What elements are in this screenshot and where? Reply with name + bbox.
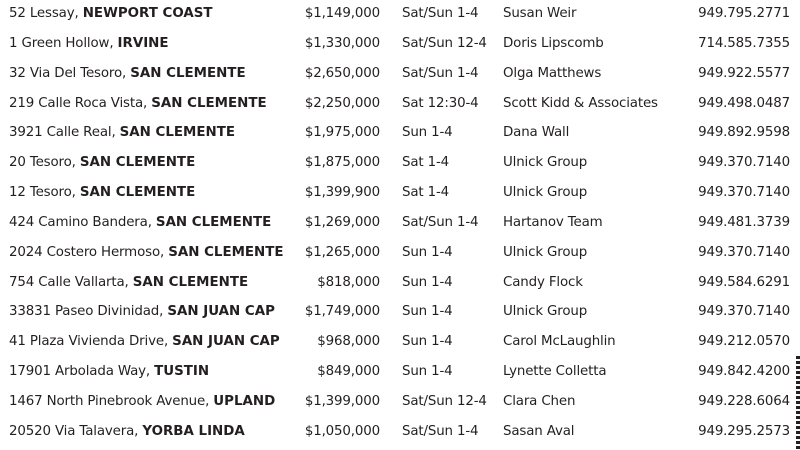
- agent-phone: 949.481.3739: [698, 214, 790, 230]
- agent-phone: 949.584.6291: [698, 274, 790, 290]
- listing-row: [0, 149, 800, 179]
- agent-phone: 949.370.7140: [698, 244, 790, 260]
- open-house-hours: Sun 1-4: [402, 334, 453, 350]
- street: 3921 Calle Real,: [9, 125, 120, 141]
- street: 12 Tesoro,: [9, 185, 80, 201]
- agent-phone: 714.585.7355: [698, 35, 790, 51]
- open-house-hours: Sat/Sun 12-4: [402, 393, 487, 409]
- street: 20 Tesoro,: [9, 155, 80, 171]
- agent-phone: 949.842.4200: [698, 364, 790, 380]
- listing-row: [0, 418, 800, 448]
- listing-row: [0, 239, 800, 269]
- agent-phone: 949.795.2771: [698, 6, 790, 21]
- city: SAN CLEMENTE: [79, 155, 196, 171]
- listing-price: $1,330,000: [304, 35, 380, 51]
- street: 17901 Arbolada Way,: [9, 364, 155, 380]
- city: SAN JUAN CAP: [167, 304, 275, 320]
- listing-agent: Ulnick Group: [503, 244, 588, 260]
- listing-row: [0, 90, 800, 120]
- street: 32 Via Del Tesoro,: [9, 65, 131, 81]
- listing-address: [9, 363, 209, 381]
- listing-row: [0, 119, 800, 149]
- listing-address: [9, 5, 213, 23]
- listing-price: $1,265,000: [304, 244, 380, 260]
- listing-price: $2,250,000: [304, 95, 380, 111]
- street: 20520 Via Talavera,: [9, 423, 143, 439]
- street: 2024 Costero Hermoso,: [9, 244, 169, 260]
- open-house-hours: Sat/Sun 12-4: [402, 35, 487, 51]
- listing-row: [0, 30, 800, 60]
- city: YORBA LINDA: [142, 423, 245, 439]
- listing-agent: Ulnick Group: [503, 304, 588, 320]
- listing-row: [0, 209, 800, 239]
- listing-address: [9, 244, 284, 262]
- listing-agent: Olga Matthews: [503, 65, 602, 81]
- open-house-hours: Sat/Sun 1-4: [402, 65, 479, 81]
- city: SAN CLEMENTE: [151, 95, 267, 111]
- open-house-hours: Sat 1-4: [402, 185, 450, 201]
- listing-agent: Doris Lipscomb: [503, 35, 604, 51]
- listing-agent: Ulnick Group: [503, 185, 588, 201]
- listing-agent: Hartanov Team: [503, 214, 603, 230]
- open-house-hours: Sun 1-4: [402, 244, 453, 260]
- agent-phone: 949.228.6064: [698, 393, 790, 409]
- listing-row: [0, 60, 800, 90]
- listing-price: $818,000: [317, 274, 380, 290]
- listing-price: $1,050,000: [304, 423, 380, 439]
- listing-price: $1,149,000: [304, 6, 380, 21]
- open-house-hours: Sun 1-4: [402, 364, 453, 380]
- street: 754 Calle Vallarta,: [9, 274, 133, 290]
- street: 41 Plaza Vivienda Drive,: [9, 334, 173, 350]
- listing-address: [9, 274, 248, 292]
- listing-price: $2,650,000: [304, 65, 380, 81]
- listing-price: $1,269,000: [304, 214, 380, 230]
- listing-agent: Lynette Colletta: [503, 364, 607, 380]
- listing-price: $1,875,000: [304, 155, 380, 171]
- listing-agent: Ulnick Group: [503, 155, 588, 171]
- city: IRVINE: [117, 35, 169, 51]
- listing-agent: Carol McLaughlin: [503, 334, 616, 350]
- listing-row: [0, 0, 800, 30]
- agent-phone: 949.212.0570: [698, 334, 790, 350]
- listing-address: [9, 95, 267, 113]
- city: NEWPORT COAST: [82, 6, 213, 21]
- listing-address: [9, 333, 280, 351]
- city: SAN CLEMENTE: [130, 65, 246, 81]
- listing-row: [0, 269, 800, 299]
- listing-price: $1,399,000: [304, 393, 380, 409]
- street: 33831 Paseo Divinidad,: [9, 304, 168, 320]
- listing-address: [9, 393, 275, 411]
- street: 219 Calle Roca Vista,: [9, 95, 152, 111]
- listing-address: [9, 214, 271, 232]
- page-edge-mark: [796, 356, 800, 450]
- open-house-hours: Sun 1-4: [402, 274, 453, 290]
- listing-agent: Candy Flock: [503, 274, 583, 290]
- street: 1 Green Hollow,: [9, 35, 118, 51]
- listing-agent: Clara Chen: [503, 393, 576, 409]
- agent-phone: 949.370.7140: [698, 155, 790, 171]
- city: SAN JUAN CAP: [172, 334, 280, 350]
- street: 424 Camino Bandera,: [9, 214, 156, 230]
- listing-address: [9, 154, 195, 172]
- agent-phone: 949.370.7140: [698, 185, 790, 201]
- listing-row: [0, 328, 800, 358]
- open-house-hours: Sat/Sun 1-4: [402, 423, 479, 439]
- listing-price: $968,000: [317, 334, 380, 350]
- street: 1467 North Pinebrook Avenue,: [9, 393, 214, 409]
- listing-address: [9, 423, 245, 441]
- listing-agent: Scott Kidd & Associates: [503, 95, 658, 111]
- open-house-hours: Sat 1-4: [402, 155, 450, 171]
- listing-row: [0, 179, 800, 209]
- listing-agent: Dana Wall: [503, 125, 570, 141]
- agent-phone: 949.922.5577: [698, 65, 790, 81]
- street: 52 Lessay,: [9, 6, 83, 21]
- listing-row: [0, 358, 800, 388]
- city: TUSTIN: [154, 364, 210, 380]
- listing-price: $849,000: [317, 364, 380, 380]
- open-house-hours: Sat/Sun 1-4: [402, 214, 479, 230]
- agent-phone: 949.370.7140: [698, 304, 790, 320]
- city: SAN CLEMENTE: [168, 244, 284, 260]
- agent-phone: 949.295.2573: [698, 423, 790, 439]
- listing-address: [9, 303, 275, 321]
- city: SAN CLEMENTE: [119, 125, 236, 141]
- city: SAN CLEMENTE: [155, 214, 272, 230]
- city: SAN CLEMENTE: [132, 274, 249, 290]
- listing-address: [9, 35, 169, 53]
- agent-phone: 949.892.9598: [698, 125, 790, 141]
- listing-address: [9, 65, 246, 83]
- listing-row: [0, 388, 800, 418]
- listing-price: $1,399,900: [304, 185, 380, 201]
- listing-price: $1,749,000: [304, 304, 380, 320]
- listing-row: [0, 298, 800, 328]
- listing-agent: Susan Weir: [503, 6, 577, 21]
- listing-address: [9, 124, 235, 142]
- listing-agent: Sasan Aval: [503, 423, 575, 439]
- listing-price: $1,975,000: [304, 125, 380, 141]
- open-house-hours: Sun 1-4: [402, 304, 453, 320]
- listing-address: [9, 184, 195, 202]
- open-house-hours: Sat/Sun 1-4: [402, 6, 479, 21]
- agent-phone: 949.498.0487: [698, 95, 790, 111]
- open-house-hours: Sun 1-4: [402, 125, 453, 141]
- city: UPLAND: [213, 393, 276, 409]
- city: SAN CLEMENTE: [79, 185, 196, 201]
- open-house-hours: Sat 12:30-4: [402, 95, 479, 111]
